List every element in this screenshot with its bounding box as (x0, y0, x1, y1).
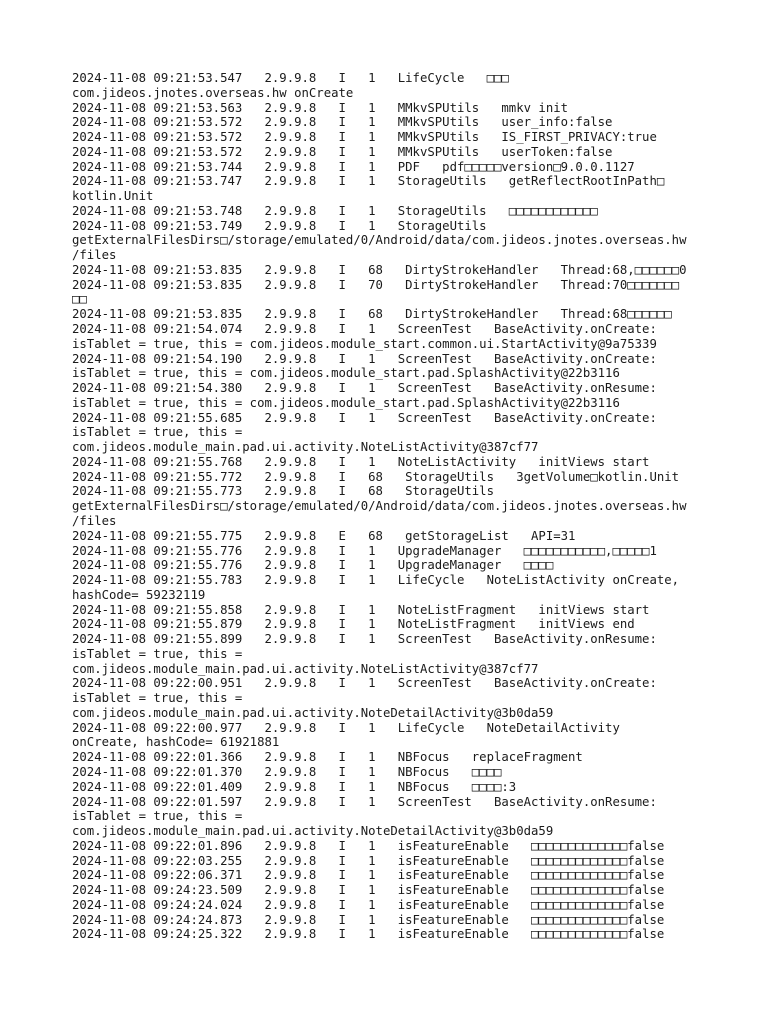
log-line: com.jideos.jnotes.overseas.hw onCreate (72, 85, 354, 100)
log-line: /files (72, 513, 117, 528)
log-line: 2024-11-08 09:21:53.563 2.9.9.8 I 1 MMkvSPUtils mmkv init (72, 100, 569, 115)
log-line: 2024-11-08 09:22:01.597 2.9.9.8 I 1 ScreenTest BaseActivity.onResume: (72, 794, 657, 809)
log-line: 2024-11-08 09:21:55.858 2.9.9.8 I 1 NoteListFragment initViews start (72, 602, 650, 617)
log-line: kotlin.Unit (72, 189, 154, 204)
log-line: 2024-11-08 09:22:00.977 2.9.9.8 I 1 LifeCycle NoteDetailActivity (72, 720, 620, 735)
log-line: 2024-11-08 09:21:55.775 2.9.9.8 E 68 getStorageList API=31 (72, 528, 576, 543)
log-line: 2024-11-08 09:21:55.768 2.9.9.8 I 1 NoteListActivity initViews start (72, 454, 650, 469)
log-line: 2024-11-08 09:22:01.370 2.9.9.8 I 1 NBFocus □□□□ (72, 764, 502, 779)
log-line: 2024-11-08 09:21:53.835 2.9.9.8 I 68 DirtyStrokeHandler Thread:68,□□□□□□0 (72, 262, 687, 277)
log-line: 2024-11-08 09:21:53.835 2.9.9.8 I 68 DirtyStrokeHandler Thread:68□□□□□□ (72, 307, 672, 322)
log-line: 2024-11-08 09:21:53.547 2.9.9.8 I 1 LifeCycle □□□ (72, 71, 509, 85)
log-line: 2024-11-08 09:24:25.322 2.9.9.8 I 1 isFeatureEnable □□□□□□□□□□□□□false (72, 927, 665, 942)
log-line: 2024-11-08 09:22:06.371 2.9.9.8 I 1 isFeatureEnable □□□□□□□□□□□□□false (72, 868, 665, 883)
log-line: 2024-11-08 09:21:54.074 2.9.9.8 I 1 ScreenTest BaseActivity.onCreate: (72, 322, 657, 337)
log-line: isTablet = true, this = com.jideos.module_start.pad.SplashActivity@22b3116 (72, 366, 620, 381)
log-line: □□ (72, 292, 87, 307)
log-line: 2024-11-08 09:21:53.747 2.9.9.8 I 1 StorageUtils getReflectRootInPath□ (72, 174, 665, 189)
log-line: 2024-11-08 09:22:01.896 2.9.9.8 I 1 isFeatureEnable □□□□□□□□□□□□□false (72, 838, 665, 853)
log-line: 2024-11-08 09:21:53.572 2.9.9.8 I 1 MMkvSPUtils IS_FIRST_PRIVACY:true (72, 130, 657, 145)
log-line: /files (72, 248, 117, 263)
log-line: 2024-11-08 09:21:54.380 2.9.9.8 I 1 ScreenTest BaseActivity.onResume: (72, 381, 657, 396)
log-line: 2024-11-08 09:24:24.873 2.9.9.8 I 1 isFeatureEnable □□□□□□□□□□□□□false (72, 912, 665, 927)
log-line: isTablet = true, this = (72, 646, 243, 661)
log-line: 2024-11-08 09:21:53.748 2.9.9.8 I 1 StorageUtils □□□□□□□□□□□□ (72, 203, 598, 218)
log-line: isTablet = true, this = com.jideos.module_start.common.ui.StartActivity@9a75339 (72, 336, 657, 351)
log-line: 2024-11-08 09:21:53.572 2.9.9.8 I 1 MMkvSPUtils userToken:false (72, 144, 613, 159)
log-line: 2024-11-08 09:21:53.572 2.9.9.8 I 1 MMkvSPUtils user_info:false (72, 115, 613, 130)
log-line: com.jideos.module_main.pad.ui.activity.NoteDetailActivity@3b0da59 (72, 824, 554, 839)
log-line: getExternalFilesDirs□/storage/emulated/0/Android/data/com.jideos.jnotes.overseas.hw (72, 499, 687, 514)
log-line: getExternalFilesDirs□/storage/emulated/0/Android/data/com.jideos.jnotes.overseas.hw (72, 233, 687, 248)
log-line: 2024-11-08 09:22:01.409 2.9.9.8 I 1 NBFocus □□□□:3 (72, 779, 517, 794)
log-line: 2024-11-08 09:22:00.951 2.9.9.8 I 1 ScreenTest BaseActivity.onCreate: (72, 676, 657, 691)
log-line: hashCode= 59232119 (72, 587, 206, 602)
log-line: 2024-11-08 09:21:53.749 2.9.9.8 I 1 StorageUtils (72, 218, 487, 233)
log-line: isTablet = true, this = (72, 425, 243, 440)
log-line: 2024-11-08 09:21:54.190 2.9.9.8 I 1 ScreenTest BaseActivity.onCreate: (72, 351, 657, 366)
log-line: isTablet = true, this = (72, 691, 243, 706)
log-line: isTablet = true, this = com.jideos.module_start.pad.SplashActivity@22b3116 (72, 395, 620, 410)
log-line: 2024-11-08 09:24:23.509 2.9.9.8 I 1 isFeatureEnable □□□□□□□□□□□□□false (72, 883, 665, 898)
log-line: com.jideos.module_main.pad.ui.activity.NoteListActivity@387cf77 (72, 440, 539, 455)
log-line: onCreate, hashCode= 61921881 (72, 735, 280, 750)
log-line: 2024-11-08 09:21:55.776 2.9.9.8 I 1 UpgradeManager □□□□□□□□□□□,□□□□□1 (72, 543, 657, 558)
log-line: 2024-11-08 09:21:55.776 2.9.9.8 I 1 UpgradeManager □□□□ (72, 558, 554, 573)
log-line: 2024-11-08 09:21:53.744 2.9.9.8 I 1 PDF pdf□□□□□version□9.0.0.1127 (72, 159, 635, 174)
log-line: 2024-11-08 09:22:01.366 2.9.9.8 I 1 NBFocus replaceFragment (72, 750, 583, 765)
log-line: 2024-11-08 09:21:55.899 2.9.9.8 I 1 ScreenTest BaseActivity.onResume: (72, 632, 657, 647)
log-line: isTablet = true, this = (72, 809, 243, 824)
log-line: com.jideos.module_main.pad.ui.activity.NoteListActivity@387cf77 (72, 661, 539, 676)
log-line: 2024-11-08 09:21:55.772 2.9.9.8 I 68 StorageUtils 3getVolume□kotlin.Unit (72, 469, 680, 484)
log-line: 2024-11-08 09:21:55.773 2.9.9.8 I 68 StorageUtils (72, 484, 494, 499)
log-line: 2024-11-08 09:21:55.879 2.9.9.8 I 1 NoteListFragment initViews end (72, 617, 635, 632)
log-line: 2024-11-08 09:24:24.024 2.9.9.8 I 1 isFeatureEnable □□□□□□□□□□□□□false (72, 897, 665, 912)
log-line: 2024-11-08 09:22:03.255 2.9.9.8 I 1 isFeatureEnable □□□□□□□□□□□□□false (72, 853, 665, 868)
log-line: 2024-11-08 09:21:53.835 2.9.9.8 I 70 DirtyStrokeHandler Thread:70□□□□□□□ (72, 277, 680, 292)
log-line: com.jideos.module_main.pad.ui.activity.NoteDetailActivity@3b0da59 (72, 705, 554, 720)
log-line: 2024-11-08 09:21:55.685 2.9.9.8 I 1 ScreenTest BaseActivity.onCreate: (72, 410, 657, 425)
log-text-block (72, 71, 712, 942)
log-line: 2024-11-08 09:21:55.783 2.9.9.8 I 1 LifeCycle NoteListActivity onCreate, (72, 573, 680, 588)
